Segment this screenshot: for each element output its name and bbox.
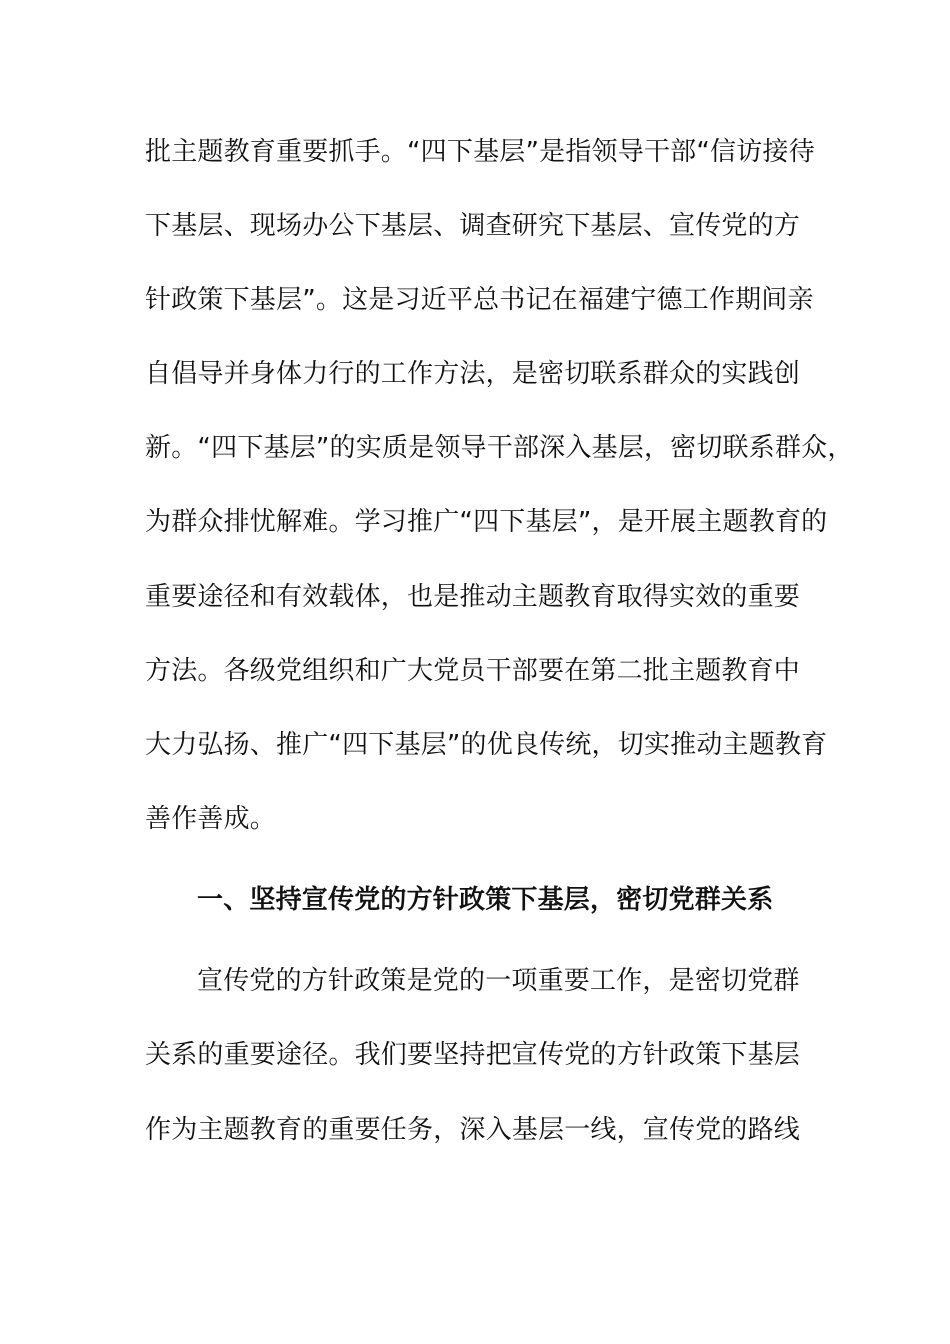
paragraph-line: 自倡导并身体力行的工作方法，是密切联系群众的实践创 (145, 359, 801, 389)
paragraph-line: 重要途径和有效载体，也是推动主题教育取得实效的重要 (145, 582, 801, 612)
paragraph-line: 方法。各级党组织和广大党员干部要在第二批主题教育中 (145, 656, 801, 686)
paragraph-line: 善作善成。 (145, 804, 277, 834)
paragraph-line: 为群众排忧解难。学习推广“四下基层”，是开展主题教育的 (145, 507, 828, 537)
paragraph-line: 关系的重要途径。我们要坚持把宣传党的方针政策下基层 (145, 1040, 801, 1070)
paragraph-line: 针政策下基层”。这是习近平总书记在福建宁德工作期间亲 (145, 285, 814, 315)
paragraph-line: 作为主题教育的重要任务，深入基层一线，宣传党的路线 (145, 1115, 801, 1145)
paragraph-line: 批主题教育重要抓手。“四下基层”是指领导干部“信访接待 (145, 137, 815, 167)
paragraph-line: 大力弘扬、推广“四下基层”的优良传统，切实推动主题教育 (145, 730, 828, 760)
paragraph-line: 新。“四下基层”的实质是领导干部深入基层，密切联系群众， (145, 433, 854, 463)
paragraph-line: 宣传党的方针政策是党的一项重要工作，是密切党群 (197, 966, 800, 996)
section-heading: 一、坚持宣传党的方针政策下基层，密切党群关系 (197, 885, 774, 915)
paragraph-line: 下基层、现场办公下基层、调查研究下基层、宣传党的方 (145, 211, 801, 241)
